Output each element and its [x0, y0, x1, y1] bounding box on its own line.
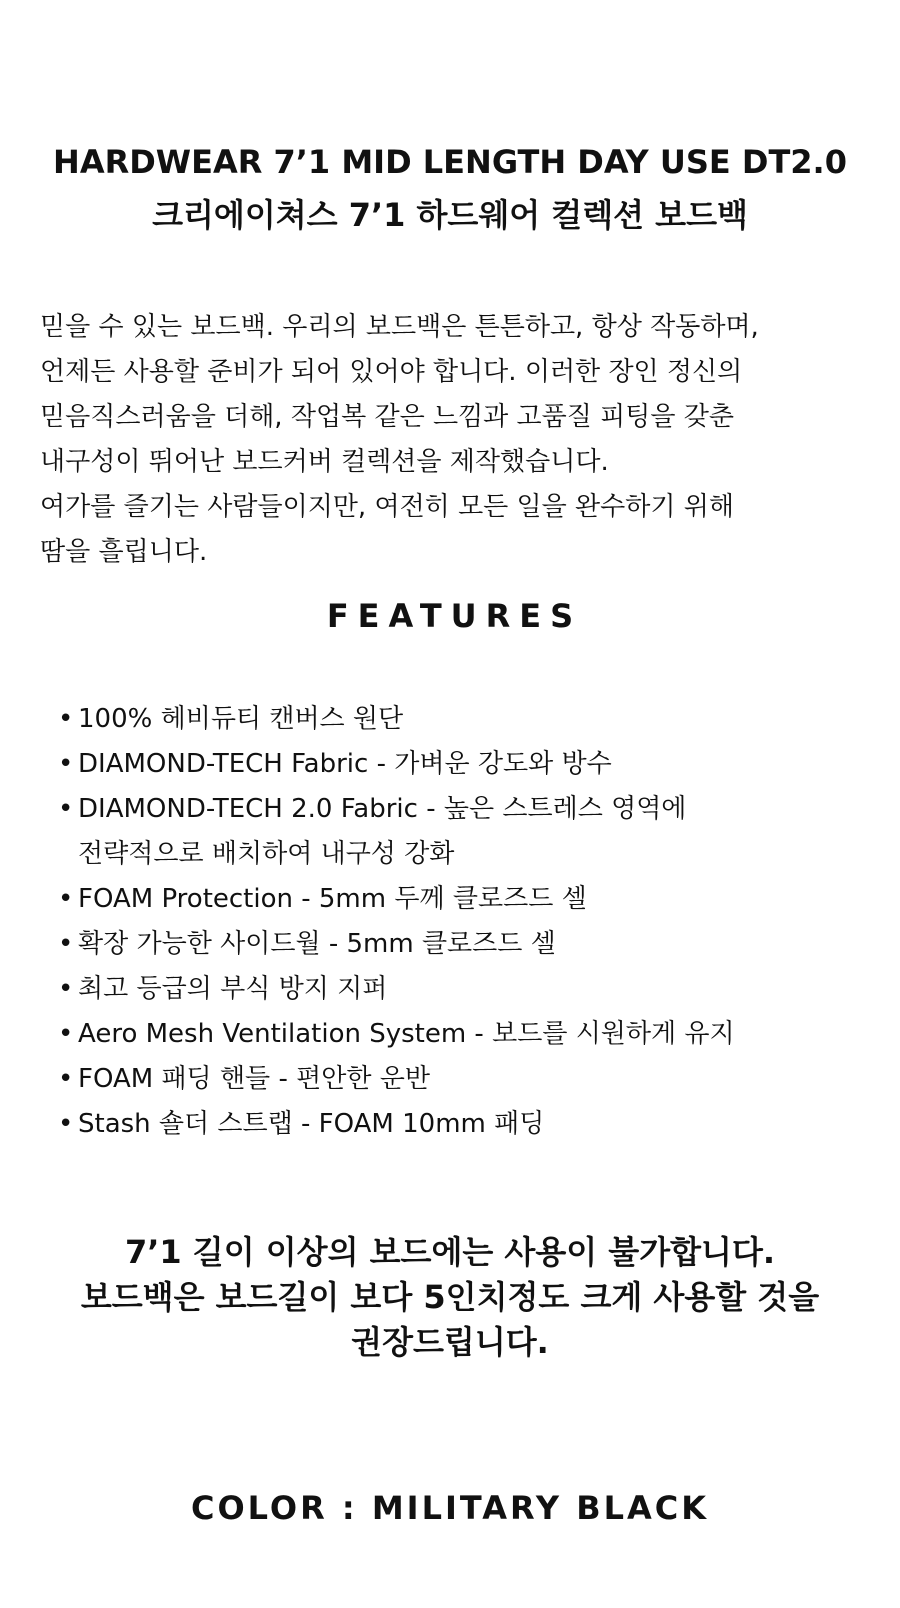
feature-text: Stash 숄더 스트랩 - FOAM 10mm 패딩: [78, 1109, 545, 1139]
feature-text: 확장 가능한 사이드월 - 5mm 클로즈드 셀: [78, 929, 556, 959]
feature-item: [58, 1102, 878, 1147]
feature-text: Aero Mesh Ventilation System - 보드를 시원하게 유지: [78, 1019, 735, 1049]
bullet-icon: •: [58, 704, 74, 734]
color-label: COLOR : MILITARY BLACK: [190, 1489, 710, 1527]
feature-item: [58, 742, 878, 787]
feature-text: DIAMOND-TECH Fabric - 가벼운 강도와 방수: [78, 749, 612, 779]
bullet-icon: •: [58, 794, 74, 824]
size-notice: [0, 1230, 900, 1365]
product-title-english: HARDWEAR 7’1 MID LENGTH DAY USE DT2.0: [53, 143, 847, 181]
feature-item: [58, 922, 878, 967]
intro-line: 믿음직스러움을 더해, 작업복 같은 느낌과 고품질 피팅을 갖춘: [40, 402, 735, 432]
feature-item: [58, 1057, 878, 1102]
feature-text: 최고 등급의 부식 방지 지퍼: [78, 974, 388, 1004]
feature-item: [58, 787, 878, 877]
intro-line: 여가를 즐기는 사람들이지만, 여전히 모든 일을 완수하기 위해: [40, 492, 735, 522]
notice-line: 7’1 길이 이상의 보드에는 사용이 불가합니다.: [124, 1233, 776, 1271]
feature-item: [58, 877, 878, 922]
feature-text-continued: 전략적으로 배치하여 내구성 강화: [78, 839, 455, 869]
bullet-icon: •: [58, 974, 74, 1004]
notice-line: 권장드립니다.: [351, 1323, 549, 1361]
feature-item: [58, 697, 878, 742]
intro-line: 언제든 사용할 준비가 되어 있어야 합니다. 이러한 장인 정신의: [40, 357, 743, 387]
feature-item: [58, 967, 878, 1012]
bullet-icon: •: [58, 884, 74, 914]
intro-line: 내구성이 뛰어난 보드커버 컬렉션을 제작했습니다.: [40, 447, 609, 477]
bullet-icon: •: [58, 929, 74, 959]
intro-line: 땀을 흘립니다.: [40, 537, 208, 567]
bullet-icon: •: [58, 1064, 74, 1094]
features-list: [58, 697, 878, 1147]
feature-text: 100% 헤비듀티 캔버스 원단: [78, 704, 404, 734]
feature-item: [58, 1012, 878, 1057]
bullet-icon: •: [58, 1019, 74, 1049]
bullet-icon: •: [58, 1109, 74, 1139]
intro-line: 믿을 수 있는 보드백. 우리의 보드백은 튼튼하고, 항상 작동하며,: [40, 312, 759, 342]
feature-text: FOAM 패딩 핸들 - 편안한 운반: [78, 1064, 430, 1094]
feature-text: FOAM Protection - 5mm 두께 클로즈드 셀: [78, 884, 587, 914]
bullet-icon: •: [58, 749, 74, 779]
notice-line: 보드백은 보드길이 보다 5인치정도 크게 사용할 것을: [80, 1278, 820, 1316]
features-heading: FEATURES: [326, 597, 583, 635]
intro-paragraph: [40, 305, 880, 575]
product-title-korean: 크리에이쳐스 7’1 하드웨어 컬렉션 보드백: [152, 196, 748, 234]
feature-text: DIAMOND-TECH 2.0 Fabric - 높은 스트레스 영역에: [78, 794, 687, 824]
